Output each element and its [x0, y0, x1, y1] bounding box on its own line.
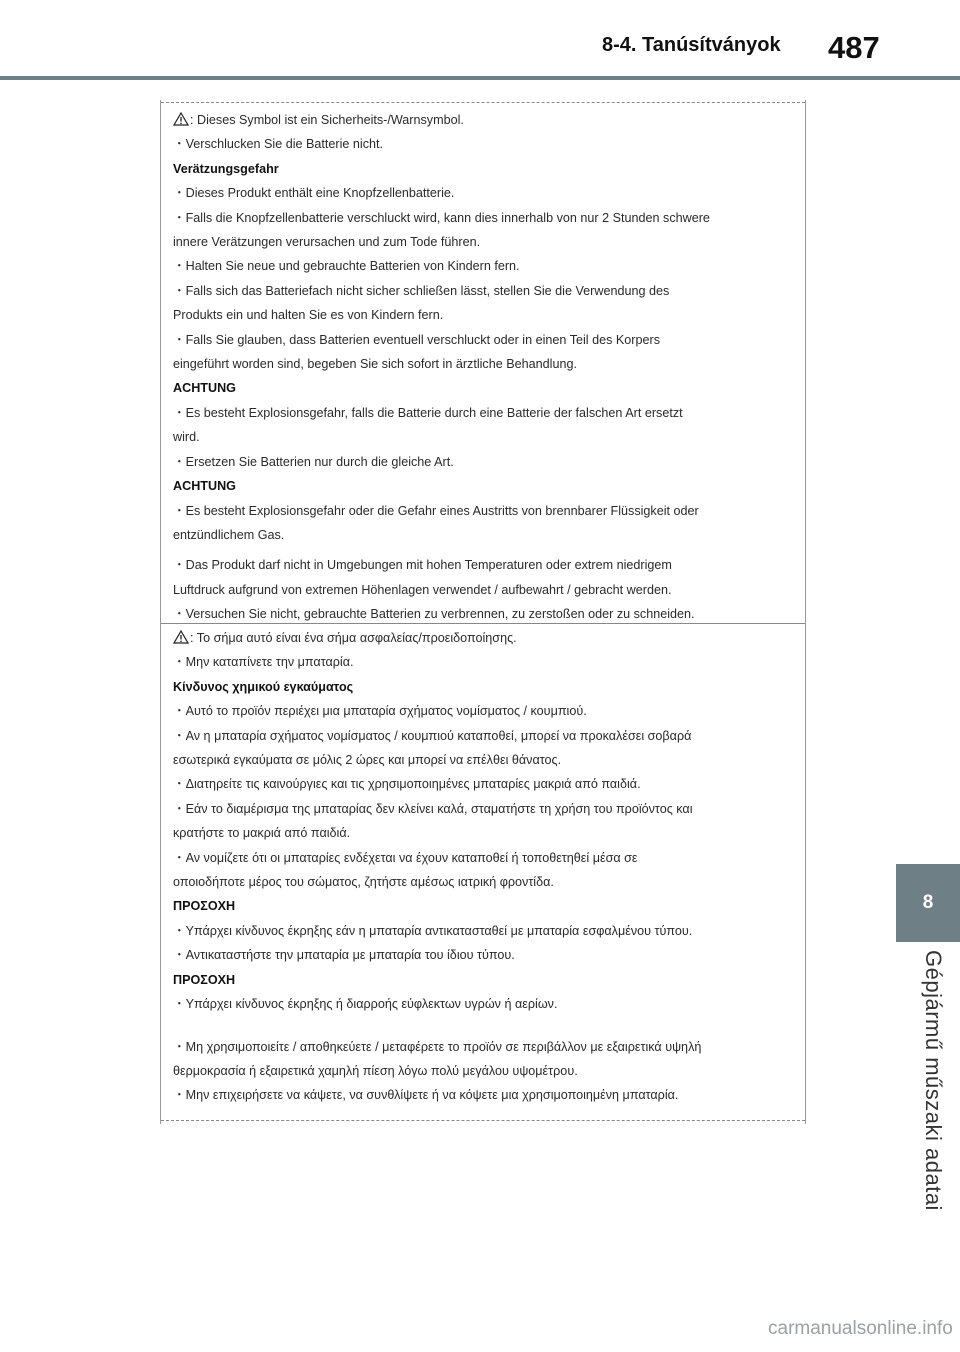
page-number: 487 [828, 30, 880, 65]
german-line: innere Verätzungen verursachen und zum Tode führen. [173, 235, 481, 250]
top-dashed-border [161, 102, 805, 103]
german-line: ・Es besteht Explosionsgefahr oder die Gefahr eines Austritts von brennbarer Flüssigkeit oder [173, 503, 699, 518]
greek-line: οποιοδήποτε μέρος του σώματος, ζητήστε αμέσως ιατρική φροντίδα. [173, 875, 554, 890]
section-title: 8-4. Tanúsítványok [602, 34, 781, 56]
warning-triangle-icon [173, 630, 189, 644]
german-line: ・Versuchen Sie nicht, gebrauchte Batterien zu verbrennen, zu zerstoßen oder zu schneiden. [173, 607, 695, 622]
german-line: wird. [173, 430, 200, 445]
warning-triangle-icon [173, 112, 189, 126]
german-line: Luftdruck aufgrund von extremen Höhenlagen verwendet / aufbewahrt / gebracht werden. [173, 582, 672, 597]
german-heading: Verätzungsgefahr [173, 161, 279, 176]
chapter-label: Gépjármű műszaki adatai [921, 950, 946, 1211]
spacer [173, 1017, 777, 1035]
greek-line: ・Εάν το διαμέρισμα της μπαταρίας δεν κλείνει καλά, σταματήστε τη χρήση του προϊόντος και [173, 801, 693, 816]
german-line: ・Falls sich das Batteriefach nicht sicher schließen lässt, stellen Sie die Verwendung des [173, 283, 670, 298]
section-divider [161, 623, 805, 624]
greek-line: ・Μην καταπίνετε την μπαταρία. [173, 655, 354, 670]
greek-line: ・Διατηρείτε τις καινούργιες και τις χρησιμοποιημένες μπαταρίες μακριά από παιδιά. [173, 777, 641, 792]
german-line: ・Verschlucken Sie die Batterie nicht. [173, 137, 384, 152]
greek-line: ・Υπάρχει κίνδυνος έκρηξης ή διαρροής εύφλεκτων υγρών ή αερίων. [173, 997, 558, 1012]
greek-line: ・Υπάρχει κίνδυνος έκρηξης εάν η μπαταρία αντικατασταθεί με μπαταρία εσφαλμένου τύπου. [173, 923, 693, 938]
greek-heading: ΠΡΟΣΟΧΗ [173, 972, 236, 987]
watermark: carmanualsonline.info [768, 1318, 953, 1339]
german-line: ・Halten Sie neue und gebrauchte Batterien von Kindern fern. [173, 259, 520, 274]
greek-line: ・Αν νομίζετε ότι οι μπαταρίες ενδέχεται να έχουν καταποθεί ή τοποθετηθεί μέσα σε [173, 850, 638, 865]
german-line: ・Das Produkt darf nicht in Umgebungen mit hohen Temperaturen oder extrem niedrigem [173, 558, 672, 573]
greek-line: κρατήστε το μακριά από παιδιά. [173, 826, 351, 841]
german-section [173, 108, 777, 627]
german-line: ・Es besteht Explosionsgefahr, falls die Batterie durch eine Batterie der falschen Art ersetzt [173, 405, 683, 420]
certificate-scan [160, 100, 806, 1124]
greek-section [173, 626, 777, 1108]
german-line: eingeführt worden sind, begeben Sie sich sofort in ärztliche Behandlung. [173, 357, 577, 372]
chapter-tab[interactable]: 8 [896, 864, 960, 942]
greek-line: θερμοκρασία ή εξαιρετικά χαμηλή πίεση λόγω πολύ μεγάλου υψομέτρου. [173, 1063, 578, 1078]
german-line: ・Falls Sie glauben, dass Batterien eventuell verschluckt oder in einen Teil des Korpers [173, 332, 660, 347]
greek-heading: ΠΡΟΣΟΧΗ [173, 899, 236, 914]
greek-heading: Κίνδυνος χημικού εγκαύματος [173, 679, 354, 694]
greek-line: ・Μη χρησιμοποιείτε / αποθηκεύετε / μεταφέρετε το προϊόν σε περιβάλλον με εξαιρετικά υψηλή [173, 1039, 702, 1054]
german-line: ・Ersetzen Sie Batterien nur durch die gleiche Art. [173, 454, 454, 469]
greek-symbol-note: : Το σήμα αυτό είναι ένα σήμα ασφαλείας/προειδοποίησης. [173, 626, 777, 650]
greek-line: ・Μην επιχειρήσετε να κάψετε, να συνθλίψετε ή να κόψετε μια χρησιμοποιημένη μπαταρία. [173, 1088, 679, 1103]
german-symbol-note: : Dieses Symbol ist ein Sicherheits-/Warnsymbol. [173, 108, 777, 132]
german-line: ・Dieses Produkt enthält eine Knopfzellenbatterie. [173, 186, 455, 201]
header-rule [0, 76, 960, 80]
german-line: Produkts ein und halten Sie es von Kindern fern. [173, 308, 444, 323]
greek-line: ・Αυτό το προϊόν περιέχει μια μπαταρία σχήματος νομίσματος / κουμπιού. [173, 704, 587, 719]
german-line: entzündlichem Gas. [173, 527, 285, 542]
greek-line: ・Αν η μπαταρία σχήματος νομίσματος / κουμπιού καταποθεί, μπορεί να προκαλέσει σοβαρά [173, 728, 692, 743]
german-line: ・Falls die Knopfzellenbatterie verschluckt wird, kann dies innerhalb von nur 2 Stunden schwere [173, 210, 710, 225]
bottom-dashed-border [161, 1120, 805, 1121]
german-heading: ACHTUNG [173, 479, 236, 494]
german-heading: ACHTUNG [173, 381, 236, 396]
greek-line: εσωτερικά εγκαύματα σε μόλις 2 ώρες και μπορεί να επέλθει θάνατος. [173, 753, 562, 768]
greek-line: ・Αντικαταστήστε την μπαταρία με μπαταρία του ίδιου τύπου. [173, 948, 515, 963]
